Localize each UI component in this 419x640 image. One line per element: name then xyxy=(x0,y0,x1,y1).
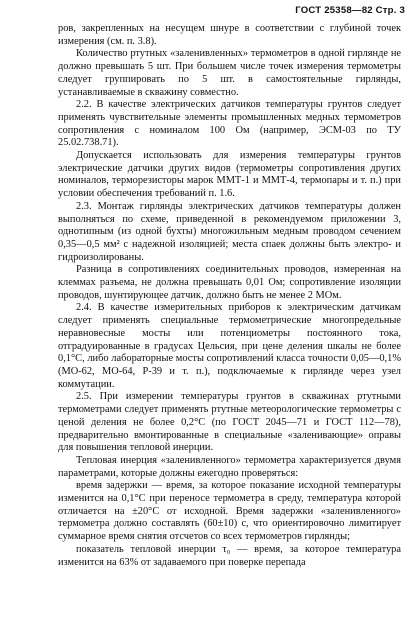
paragraph: Количество ртутных «заленивленных» термометров в одной гирлянде не должно превышать 5 шт. При большем числе точек измерения термометры следует группировать по 5 шт. в самостоятельные гирлянды, устанавливаемые в скважину совместно. xyxy=(58,48,401,98)
paragraph: Тепловая инерция «заленивленного» термометра характеризуется двумя параметрами, которые должны ежегодно проверяться: xyxy=(58,454,401,479)
paragraph: Разница в сопротивлениях соединительных проводов, измеренная на клеммах разъема, не должна превышать 0,01 Ом; сопротивление изоляции проводов, шунтирующее датчик, должно быть не менее 2 МОм. xyxy=(58,264,401,301)
paragraph: Допускается использовать для измерения температуры грунтов электрические датчики других видов (термометры сопротивления других номиналов, терморезисторы марок ММТ-1 и ММТ-4, термопары и т. п.) при условии обеспечения требований п. 1.6. xyxy=(58,150,401,200)
paragraph: время задержки — время, за которое показание исходной температуры изменится на 0,1°С при переносе термометра в среду, температура которой отличается на ±20°С от исходной. Время задержки «заленивленного» термометра должно составлять (60±10) с, что ориентировочно лимитирует суммарное время снятия отсчетов со всех термометров гирлянды; xyxy=(58,480,401,543)
paragraph: 2.4. В качестве измерительных приборов к электрическим датчикам следует применять специальные термометрические многопредельные неравновесные мосты или потенциометры постоянного тока, отградуированные в градусах Цельсия, при цене деления шкалы не более 0,1°С, либо лабораторные мосты сопротивлений класса точности 0,05—0,1% (МО-62, МО-64, Р-39 и т. п.), подключаемые к гирлянде через узел коммутации. xyxy=(58,302,401,390)
page-header: ГОСТ 25358—82 Стр. 3 xyxy=(295,5,405,16)
paragraph: 2.5. При измерении температуры грунтов в скважинах ртутными термометрами следует применять ртутные метеорологические термометры с ценой деления не более 0,2°С (по ГОСТ 2045—71 и ГОСТ 112—78), предварительно вмонтированные в специальные «заленивающие» оправы для повышения тепловой инерции. xyxy=(58,391,401,454)
paragraph: ров, закрепленных на несущем шнуре в соответствии с глубиной точек измерения (см. п. 3.8). xyxy=(58,23,401,47)
document-body xyxy=(58,23,401,569)
paragraph: показатель тепловой инерции τ₀ — время, за которое температура изменится на 63% от задаваемого при поверке перепада xyxy=(58,543,401,568)
paragraph: 2.3. Монтаж гирлянды электрических датчиков температуры должен выполняться по схеме, приведенной в рекомендуемом приложении 3, однотипным (из одной бухты) многожильным медным проводом сечением 0,35—0,5 мм² с надежной изоляцией; места спаек должны быть электро- и гидроизолированы. xyxy=(58,200,401,263)
paragraph: 2.2. В качестве электрических датчиков температуры грунтов следует применять чувствительные элементы промышленных медных термометров сопротивления с номиналом 100 Ом (например, ЭСМ-03 по ТУ 25.02.738.71). xyxy=(58,99,401,149)
